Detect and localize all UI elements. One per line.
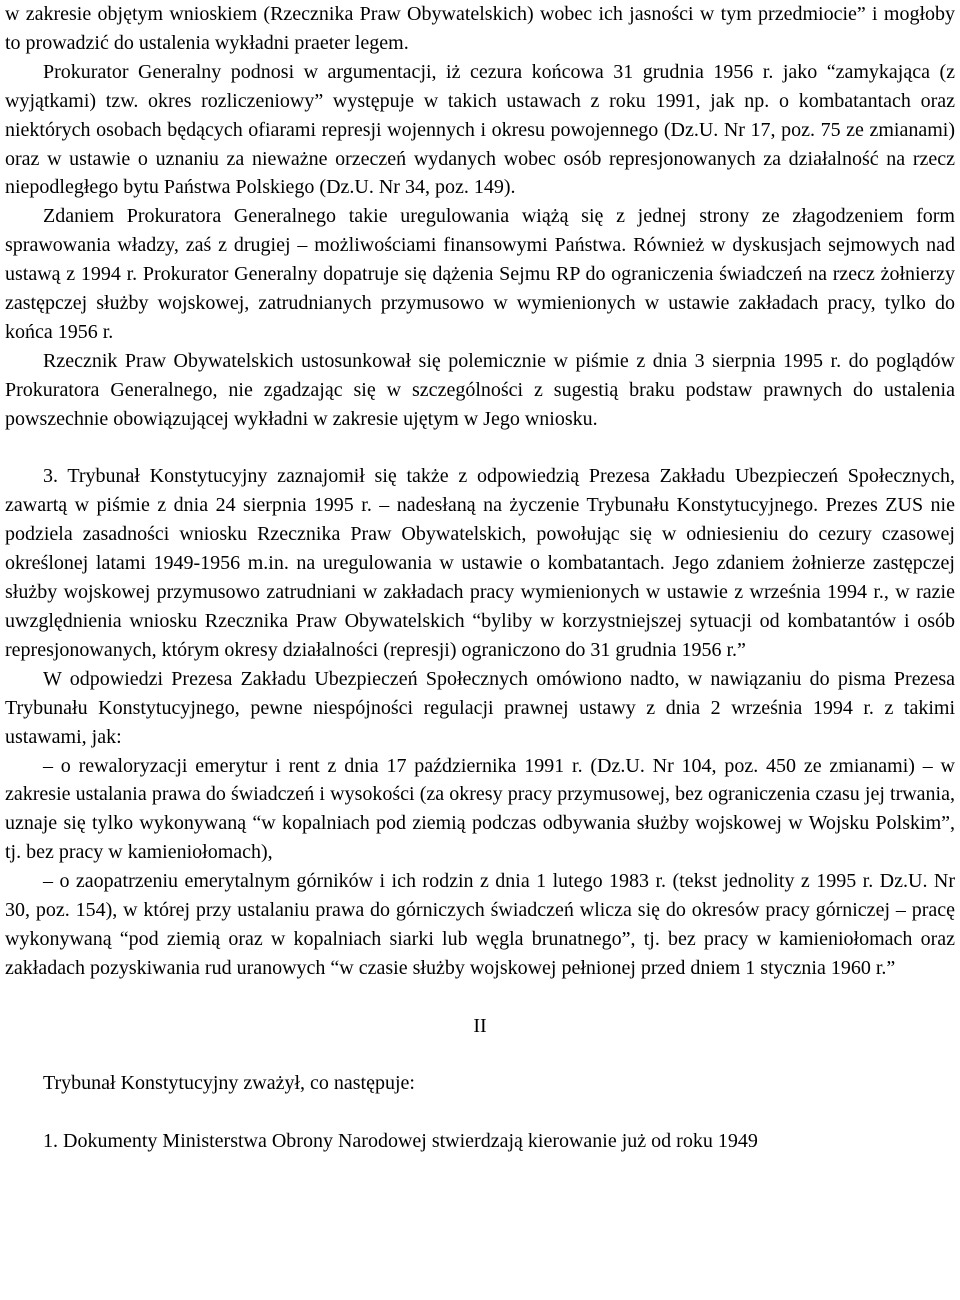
paragraph-rzecznik-response: Rzecznik Praw Obywatelskich ustosunkował się polemicznie w piśmie z dnia 3 sierpnia 1995 r. do poglądów Prokuratora Generalnego, nie zgadzając się w szczególności z sugestią braku podstaw prawnych do ustalenia powszechnie obowiązującej wykładni w zakresie ujętym w Jego wniosku. [5,349,955,430]
paragraph-zus-response: W odpowiedzi Prezesa Zakładu Ubezpieczeń Społecznych omówiono nadto, w nawiązaniu do pisma Prezesa Trybunału Konstytucyjnego, pewne niespójności regulacji prawnej ustawy z dnia 2 września 1994 r. z takimi ustawami, jak: [5,667,955,748]
list-item-gornicy: – o zaopatrzeniu emerytalnym górników i ich rodzin z dnia 1 lutego 1983 r. (tekst jednolity z 1995 r. Dz.U. Nr 30, poz. 154), w której przy ustalaniu prawa do górniczych świadczeń wlicza się do okresów pracy górniczej – pracę wykonywaną “pod ziemią oraz w kopalniach siarki lub węgla brunatnego”, tj. bez pracy w kamieniołomach oraz zakładach pozyskiwania rud uranowych “w czasie służby wojskowej pełnionej przed dniem 1 stycznia 1960 r.” [5,870,955,979]
list-item-rewaloryzacja: – o rewaloryzacji emerytur i rent z dnia 17 października 1991 r. (Dz.U. Nr 104, poz. 450 ze zmianami) – w zakresie ustalania prawa do świadczeń i wysokości (za okresy pracy przymusowej, bez ograniczenia czasu jej trwania, uznaje się tylko wykonywaną “w kopalniach pod ziemią podczas odbywania służby wojskowej w Wojsku Polskim”, tj. bez pracy w kamieniołomach), [5,754,955,864]
paragraph-continuation: w zakresie objętym wnioskiem (Rzecznika Praw Obywatelskich) wobec ich jasności w tym przedmiocie” i mogłoby to prowadzić do ustalenia wykładni praeter legem. [5,3,955,54]
paragraph-point-3: 3. Trybunał Konstytucyjny zaznajomił się także z odpowiedzią Prezesa Zakładu Ubezpieczeń Społecznych, zawartą w piśmie z dnia 24 sierpnia 1995 r. – nadesłaną na życzenie Trybunału Konstytucyjnego. Prezes ZUS nie podziela zasadności wniosku Rzecznika Praw Obywatelskich, powołując się w odniesieniu do cezury czasowej określonej latami 1949-1956 m.in. na uregulowania w ustawie o kombatantach. Jego zdaniem żołnierze zastępczej służby wojskowej przymusowo zatrudniani w zakładach pracy wymienionych w ustawie z września 1994 r., w razie uwzględnienia wniosku Rzecznika Praw Obywatelskich “byliby w korzystniejszej sytuacji od kombatantów i osób represjonowanych, którym okresy działalności (represji) ograniczono do 31 grudnia 1956 r.” [5,465,955,661]
document-page [5,0,955,1156]
section-heading: II [473,1014,487,1037]
paragraph-prokurator-opinion: Zdaniem Prokuratora Generalnego takie uregulowania wiążą się z jednej strony ze złagodzeniem form sprawowania władzy, zaś z drugiej – możliwościami finansowymi Państwa. Również w dyskusjach sejmowych nad ustawą z 1994 r. Prokurator Generalny dopatruje się dążenia Sejmu RP do ograniczenia świadczeń na rzecz żołnierzy zastępczej służby wojskowej, zatrudnianych przymusowo w wymienionych w ustawie zakładach pracy, tylko do końca 1956 r. [5,205,955,343]
paragraph-point-1: 1. Dokumenty Ministerstwa Obrony Narodowej stwierdzają kierowanie już od roku 1949 [43,1130,758,1153]
section-intro: Trybunał Konstytucyjny zważył, co następuje: [43,1072,415,1095]
paragraph-prokurator-argument: Prokurator Generalny podnosi w argumentacji, iż cezura końcowa 31 grudnia 1956 r. jako “zamykająca (z wyjątkami) tzw. okres rozliczeniowy” występuje w takich ustawach z roku 1991, jak np. o kombatantach oraz niektórych osobach będących ofiarami represji wojennych i okresu powojennego (Dz.U. Nr 17, poz. 75 ze zmianami) oraz w ustawie o uznaniu za nieważne orzeczeń wydanych wobec osób represjonowanych za działalność na rzecz niepodległego bytu Państwa Polskiego (Dz.U. Nr 34, poz. 149). [5,60,955,199]
